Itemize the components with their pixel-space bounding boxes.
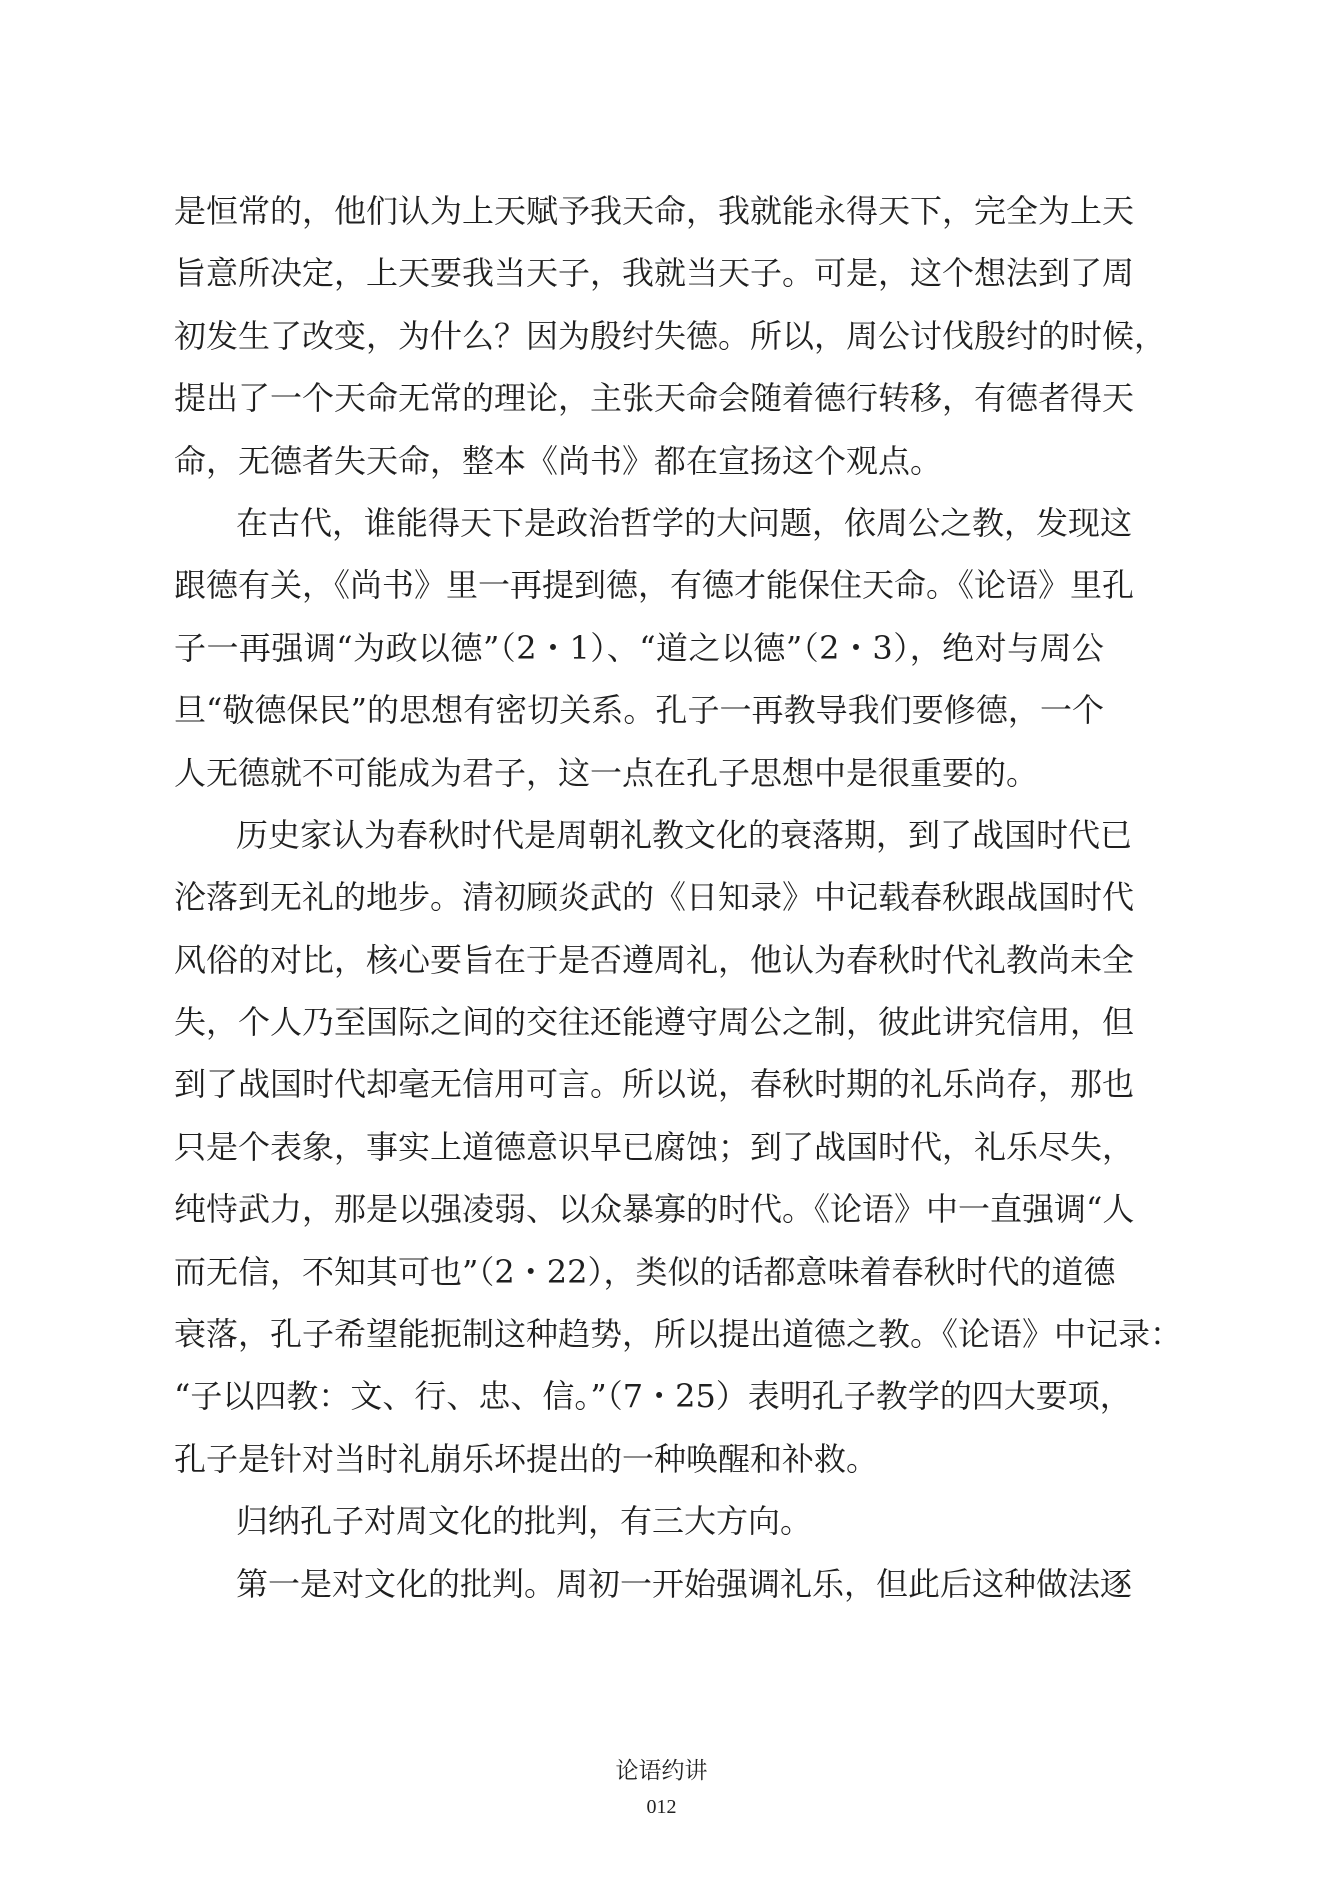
page-number: 012 (646, 1796, 677, 1818)
text-line: 提出了一个天命无常的理论，主张天命会随着德行转移，有德者得天 (174, 379, 1135, 418)
text-line: “子以四教：文、行、忠、信。”（7・25）表明孔子教学的四大要项， (174, 1377, 1132, 1416)
text-line: 人无德就不可能成为君子，这一点在孔子思想中是很重要的。 (174, 753, 1039, 792)
running-footer-title: 论语约讲 (615, 1758, 708, 1784)
text-line: 初发生了改变，为什么？因为殷纣失德。所以，周公讨伐殷纣的时候， (174, 316, 1167, 355)
text-line: 只是个表象，事实上道德意识早已腐蚀；到了战国时代，礼乐尽失， (174, 1127, 1135, 1166)
text-line: 归纳孔子对周文化的批判，有三大方向。 (236, 1502, 813, 1541)
text-line: 到了战国时代却毫无信用可言。所以说，春秋时期的礼乐尚存，那也 (174, 1065, 1135, 1104)
text-line: 第一是对文化的批判。周初一开始强调礼乐，但此后这种做法逐 (236, 1564, 1133, 1603)
text-line: 沦落到无礼的地步。清初顾炎武的《日知录》中记载春秋跟战国时代 (174, 878, 1135, 917)
text-line: 风俗的对比，核心要旨在于是否遵周礼，他认为春秋时代礼教尚未全 (174, 940, 1135, 979)
text-line: 旨意所决定，上天要我当天子，我就当天子。可是，这个想法到了周 (174, 254, 1135, 293)
text-line: 失，个人乃至国际之间的交往还能遵守周公之制，彼此讲究信用，但 (174, 1003, 1135, 1042)
text-line: 是恒常的，他们认为上天赋予我天命，我就能永得天下，完全为上天 (174, 192, 1135, 230)
text-line: 孔子是针对当时礼崩乐坏提出的一种唤醒和补救。 (174, 1439, 879, 1478)
text-line: 在古代，谁能得天下是政治哲学的大问题，依周公之教，发现这 (236, 503, 1133, 542)
text-line: 旦“敬德保民”的思想有密切关系。孔子一再教导我们要修德，一个 (174, 691, 1104, 730)
text-line: 而无信，不知其可也”（2・22），类似的话都意味着春秋时代的道德 (174, 1252, 1116, 1291)
text-line: 衰落，孔子希望能扼制这种趋势，所以提出道德之教。《论语》中记录： (174, 1315, 1183, 1354)
text-line: 子一再强调“为政以德”（2・1）、“道之以德”（2・3），绝对与周公 (174, 628, 1104, 667)
text-line: 命，无德者失天命，整本《尚书》都在宣扬这个观点。 (174, 441, 943, 480)
text-line: 历史家认为春秋时代是周朝礼教文化的衰落期，到了战国时代已 (236, 815, 1133, 854)
body-text (174, 180, 1183, 1615)
text-line: 跟德有关，《尚书》里一再提到德，有德才能保住天命。《论语》里孔 (174, 566, 1135, 605)
text-line: 纯恃武力，那是以强凌弱、以众暴寡的时代。《论语》中一直强调“人 (174, 1190, 1135, 1229)
